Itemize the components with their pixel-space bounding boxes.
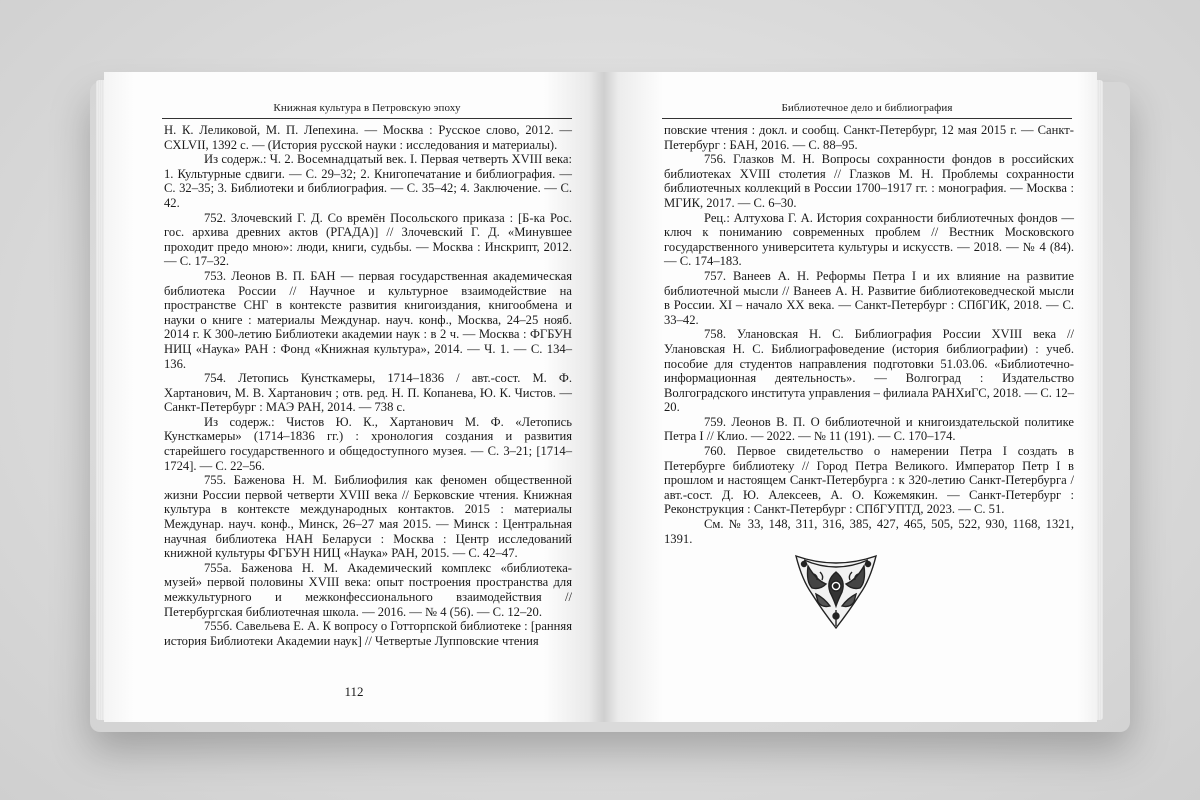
left-page — [104, 72, 604, 722]
right-page-text — [664, 123, 1074, 546]
entry-paragraph: повские чтения : докл. и сообщ. Санкт-Петербург, 12 мая 2015 г. — Санкт-Петербург : БАН, 2016. — С. 88–95. — [664, 123, 1074, 152]
entry-paragraph: Рец.: Алтухова Г. А. История сохранности библиотечных фондов — ключ к пониманию современных проблем // Вестник Московского государственного университета культуры и искусств. — 2018. — № 4 (84). — С. 174–183. — [664, 210, 1074, 269]
entry-paragraph: 755б. Савельева Е. А. К вопросу о Готторпской библиотеке : [ранняя история Библиотеки Академии наук] // Четвертые Лупповские чтения — [164, 619, 572, 648]
left-page-text — [164, 123, 572, 648]
entry-paragraph: 756. Глазков М. Н. Вопросы сохранности фондов в российских библиотеках XVIII столетия // Глазков М. Н. Проблемы сохранности библиотечных коллекций в России 1700–1917 гг. : монография. — Москва : МГИК, 2017. — С. 6–30. — [664, 152, 1074, 210]
entry-paragraph: 752. Злочевский Г. Д. Со времён Посольского приказа : [Б-ка Рос. гос. архива древних актов (РГАДА)] // Злочевский Г. Д. «Минувшее проходит предо мною»: люди, книги, судьбы. — Москва : Инскрипт, 2012. — С. 17–32. — [164, 210, 572, 269]
running-head-right: Библиотечное дело и библиография — [781, 102, 953, 114]
header-rule-left — [162, 118, 572, 119]
entry-paragraph: 753. Леонов В. П. БАН — первая государственная академическая библиотека России // Научное и культурное взаимодействие на пространстве СНГ в контексте развития книгоиздания, книгообмена и науки о книге : материалы Междунар. науч. конф., Москва, 24–25 нояб. 2014 г. К 300-летию Библиотеки академии наук : в 2 ч. — Москва : ФГБУН НИЦ «Наука» РАН : Фонд «Книжная культура», 2014. — Ч. 1. — С. 134–136. — [164, 268, 572, 371]
right-page — [604, 72, 1097, 722]
entry-paragraph: 759. Леонов В. П. О библиотечной и книгоиздательской политике Петра I // Клио. — 2022. — № 11 (191). — С. 170–174. — [664, 414, 1074, 444]
entry-paragraph: Н. К. Леликовой, М. П. Лепехина. — Москва : Русское слово, 2012. — CXLVII, 1392 с. — (История русской науки : исследования и материалы). — [164, 123, 572, 152]
page-number: 112 — [344, 684, 364, 699]
entry-paragraph: Из содерж.: Ч. 2. Восемнадцатый век. I. Первая четверть XVIII века: 1. Культурные сдвиги. — С. 29–32; 2. Книгопечатание и библиография. — С. 32–35; 3. Библиотеки и библиография. — С. 35–42; 4. Заключение. — С. 42. — [164, 152, 572, 210]
entry-paragraph: 757. Ванеев А. Н. Реформы Петра I и их влияние на развитие библиотечной мысли // Ванеев А. Н. Развитие библиотековедческой мысли в России. XI – начало XX века. — Санкт-Петербург : СПбГИК, 2018. — С. 33–42. — [664, 268, 1074, 327]
header-rule-right — [662, 118, 1072, 119]
entry-paragraph: 755. Баженова Н. М. Библиофилия как феномен общественной жизни России первой четверти XVIII века // Берковские чтения. Книжная культура в контексте международных контактов. 2015 : материалы Междунар. науч. конф., Минск, 26–27 мая 2015. — Минск : Центральная научная библиотека НАН Беларуси : Москва : Центр исследований книжной культуры ФГБУН НИЦ «Наука» РАН, 2015. — С. 42–47. — [164, 473, 572, 561]
running-head-left: Книжная культура в Петровскую эпоху — [273, 102, 461, 114]
entry-paragraph: 755а. Баженова Н. М. Академический комплекс «библиотека-музей» первой половины XVIII века: опыт построения пространства для межкультурного и межконфессионального взаимодействия // Петербургская библиотечная школа. — 2016. — № 4 (56). — С. 12–20. — [164, 560, 572, 619]
entry-paragraph: 758. Улановская Н. С. Библиография России XVIII века // Улановская Н. С. Библиографоведение (история библиографии) : учеб. пособие для студентов направления подготовки 51.03.06. «Библиотечно-информационная деятельность». — Волгоград : Издательство Волгоградского института управления – филиала РАНХиГС, 2018. — С. 12–20. — [664, 327, 1074, 415]
entry-paragraph: См. № 33, 148, 311, 316, 385, 427, 465, 505, 522, 930, 1168, 1321, 1391. — [664, 517, 1074, 546]
entry-paragraph: Из содерж.: Чистов Ю. К., Хартанович М. Ф. «Летопись Кунсткамеры» (1714–1836 гг.) : хронология создания и развития старейшего государственного и общедоступного музея. — С. 3–21; [1714–1724]. — С. 22–56. — [164, 414, 572, 473]
entry-paragraph: 754. Летопись Кунсткамеры, 1714–1836 / авт.-сост. М. Ф. Хартанович, М. В. Хартанович ; отв. ред. Н. П. Копанева, Ю. К. Чистов. — Санкт-Петербург : МАЭ РАН, 2014. — 738 с. — [164, 371, 572, 415]
floral-vignette-icon — [790, 550, 882, 632]
entry-paragraph: 760. Первое свидетельство о намерении Петра I создать в Петербурге библиотеку // Город Петра Великого. Император Петр I в прошлом и настоящем Санкт-Петербурга : к 320-летию Санкт-Петербурга / авт.-сост. Д. Ю. Алексеев, А. О. Кожемякин. — Санкт-Петербург : Реконструкция : Санкт-Петербург : СПбГУПТД, 2023. — С. 51. — [664, 444, 1074, 517]
